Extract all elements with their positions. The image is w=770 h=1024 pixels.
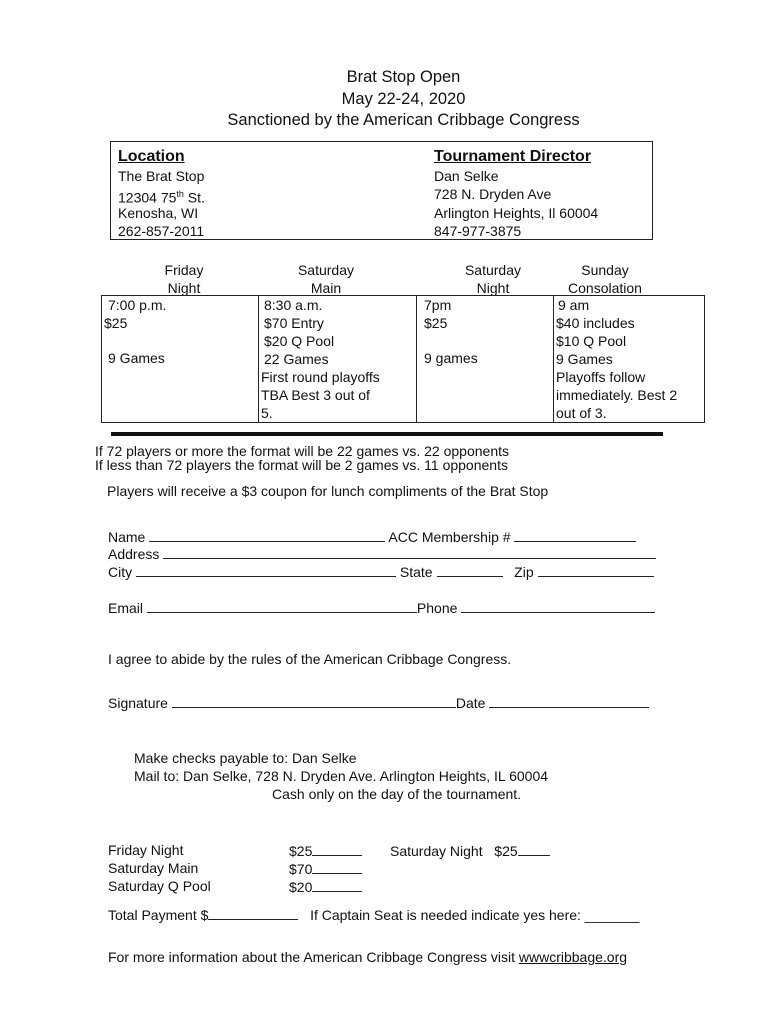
fee-satnight: Saturday Night $25 [390, 842, 550, 859]
coupon-note: Players will receive a $3 coupon for lunch compliments of the Brat Stop [107, 483, 549, 499]
location-name: The Brat Stop [118, 168, 205, 184]
date-field[interactable] [489, 694, 649, 708]
fee-satmain-field[interactable] [312, 860, 362, 874]
fee-friday-amount: $25 [289, 842, 362, 859]
col-head-friday: Friday Night [164, 262, 204, 296]
acc-membership-field[interactable] [514, 528, 636, 542]
total-row: Total Payment $ If Captain Seat is needed indicate yes here: _______ [108, 907, 640, 923]
signature-field[interactable] [172, 694, 456, 708]
col-head-sat-main: Saturday Main [297, 262, 355, 296]
format-line-2: If less than 72 players the format will be 2 games vs. 11 opponents [95, 457, 508, 473]
fee-satmain-label: Saturday Main [108, 860, 199, 876]
col-head-sunday: Sunday Consolation [568, 262, 642, 296]
col-head-sat-night: Saturday Night [464, 262, 522, 296]
city-field[interactable] [136, 563, 396, 577]
address-row: Address [108, 545, 656, 562]
sat-night-cell: 7pm $25 9 games [417, 296, 554, 423]
address-field[interactable] [163, 545, 656, 559]
director-phone: 847-977-3875 [434, 223, 522, 239]
sunday-cell: 9 am $40 includes $10 Q Pool 9 Games Playoffs follow immediately. Best 2 out of 3. [554, 296, 705, 423]
state-field[interactable] [437, 563, 503, 577]
acc-website-link[interactable]: wwwcribbage.org [518, 949, 628, 965]
checks-payable: Make checks payable to: Dan Selke [134, 750, 357, 766]
phone-field[interactable] [461, 599, 655, 613]
document-title: Brat Stop Open [346, 68, 461, 86]
total-payment-field[interactable] [208, 906, 298, 920]
city-row: City State Zip [108, 563, 654, 580]
fee-qpool-label: Saturday Q Pool [108, 878, 211, 894]
director-street: 728 N. Dryden Ave [434, 186, 552, 202]
fee-friday-label: Friday Night [108, 842, 184, 858]
fee-satmain-amount: $70 [289, 860, 362, 877]
friday-cell: 7:00 p.m. $25 9 Games [102, 296, 259, 423]
director-heading: Tournament Director [434, 148, 592, 165]
mail-to: Mail to: Dan Selke, 728 N. Dryden Ave. Arlington Heights, IL 60004 [134, 768, 549, 784]
agree-statement: I agree to abide by the rules of the American Cribbage Congress. [108, 651, 512, 667]
location-phone: 262-857-2011 [118, 223, 205, 239]
fee-friday-field[interactable] [312, 842, 362, 856]
cash-only: Cash only on the day of the tournament. [272, 786, 522, 802]
footer-info: For more information about the American Cribbage Congress visit wwwcribbage.org [108, 949, 628, 965]
sat-main-cell: 8:30 a.m. $70 Entry $20 Q Pool 22 Games First round playoffs TBA Best 3 out of 5. [259, 296, 417, 423]
fee-satnight-field[interactable] [518, 842, 550, 856]
email-field[interactable] [147, 599, 417, 613]
sanction-line: Sanctioned by the American Cribbage Congress [227, 111, 580, 129]
director-city: Arlington Heights, Il 60004 [434, 205, 599, 221]
event-dates: May 22-24, 2020 [341, 90, 466, 108]
director-name: Dan Selke [434, 168, 499, 184]
zip-field[interactable] [538, 563, 654, 577]
location-heading: Location [118, 148, 185, 165]
captain-seat-prompt[interactable]: If Captain Seat is needed indicate yes here: _______ [310, 907, 640, 923]
email-row: Email Phone [108, 599, 655, 616]
fee-qpool-amount: $20 [289, 878, 362, 895]
location-street: 12304 75th St. [118, 189, 205, 206]
format-line-1: If 72 players or more the format will be 22 games vs. 22 opponents [95, 443, 509, 459]
signature-row: Signature Date [108, 694, 649, 711]
location-city: Kenosha, WI [118, 205, 199, 221]
name-row: Name ACC Membership # [108, 528, 636, 545]
fee-qpool-field[interactable] [312, 878, 362, 892]
divider-bar [111, 432, 663, 436]
schedule-table [101, 295, 705, 423]
name-field[interactable] [149, 528, 385, 542]
